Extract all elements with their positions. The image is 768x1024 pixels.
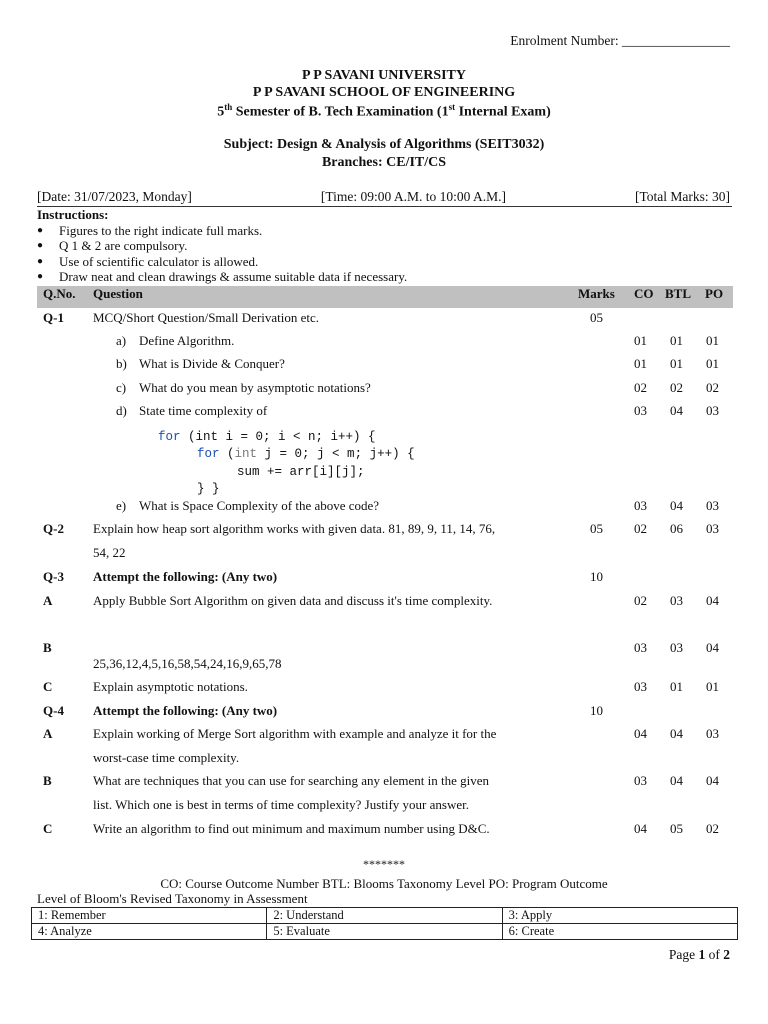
po-value: 01 — [706, 333, 719, 348]
co-value: 02 — [634, 380, 647, 395]
bloom-level: 1: Remember — [32, 908, 267, 924]
sub-question-label: B — [43, 640, 52, 655]
po-value: 02 — [706, 380, 719, 395]
code-line: for (int j = 0; j < m; j++) { — [197, 447, 415, 461]
btl-value: 01 — [670, 333, 683, 348]
col-po: PO — [705, 286, 724, 301]
co-value: 03 — [634, 773, 647, 788]
po-value: 03 — [706, 403, 719, 418]
table-row — [32, 908, 738, 924]
exam-meta — [37, 189, 730, 205]
sub-label: a) — [116, 333, 127, 348]
marks: 10 — [590, 703, 603, 718]
co-value: 04 — [634, 726, 647, 741]
sub-label: e) — [116, 498, 127, 513]
btl-value: 04 — [670, 498, 683, 513]
question-text: Explain asymptotic notations. — [93, 679, 248, 694]
table-row — [32, 924, 738, 940]
bloom-table — [31, 907, 738, 940]
question-text: State time complexity of — [139, 403, 268, 418]
enrolment-number: Enrolment Number: ________________ — [510, 33, 730, 48]
sub-question-label: C — [43, 679, 53, 694]
bloom-level: 2: Understand — [267, 908, 502, 924]
question-text: worst-case time complexity. — [93, 750, 240, 765]
question-text: 54, 22 — [93, 545, 126, 560]
bloom-level: 5: Evaluate — [267, 924, 502, 940]
marks: 10 — [590, 569, 603, 584]
subject: Subject: Design & Analysis of Algorithms (SEIT3032) — [223, 137, 545, 152]
sub-label: b) — [116, 356, 127, 371]
instruction-item: ● Draw neat and clean drawings & assume suitable data if necessary. — [37, 269, 407, 285]
question-text: What are techniques that you can use for searching any element in the given — [93, 773, 489, 788]
exam-title: 5th Semester of B. Tech Examination (1st Internal Exam) — [217, 102, 551, 120]
co-value: 04 — [634, 821, 647, 836]
question-number: Q-3 — [43, 569, 64, 584]
total-marks: [Total Marks: 30] — [634, 189, 730, 204]
marks: 05 — [590, 521, 603, 536]
po-value: 01 — [706, 679, 719, 694]
sub-question-label: A — [43, 593, 53, 608]
col-qno: Q.No. — [43, 286, 76, 301]
code-line: sum += arr[i][j]; — [237, 465, 365, 479]
page-number: Page 1 of 2 — [668, 947, 730, 962]
question-text: Explain working of Merge Sort algorithm with example and analyze it for the — [93, 726, 497, 741]
question-text: Apply Bubble Sort Algorithm on given data and discuss it's time complexity. — [93, 593, 493, 608]
question-text: What is Space Complexity of the above code? — [139, 498, 380, 513]
question-number: Q-4 — [43, 703, 64, 718]
instructions-title: Instructions: — [37, 207, 109, 222]
btl-value: 04 — [670, 726, 683, 741]
btl-value: 03 — [670, 593, 683, 608]
branches: Branches: CE/IT/CS — [321, 155, 447, 170]
code-line: for (int i = 0; i < n; i++) { — [158, 430, 376, 444]
sub-question-label: A — [43, 726, 53, 741]
code-line: } } — [197, 482, 220, 496]
bloom-level: 4: Analyze — [32, 924, 267, 940]
sub-question-label: C — [43, 821, 53, 836]
exam-date: [Date: 31/07/2023, Monday] — [37, 189, 192, 204]
exam-time: [Time: 09:00 A.M. to 10:00 A.M.] — [320, 189, 506, 204]
col-marks: Marks — [578, 286, 615, 301]
btl-value: 05 — [670, 821, 683, 836]
co-value: 01 — [634, 356, 647, 371]
instructions — [37, 207, 407, 285]
btl-value: 02 — [670, 380, 683, 395]
co-value: 01 — [634, 333, 647, 348]
question-number: Q-2 — [43, 521, 64, 536]
co-value: 03 — [634, 679, 647, 694]
po-value: 02 — [706, 821, 719, 836]
btl-value: 04 — [670, 403, 683, 418]
po-value: 04 — [706, 593, 719, 608]
question-text: 25,36,12,4,5,16,58,54,24,16,9,65,78 — [93, 656, 282, 671]
co-value: 03 — [634, 498, 647, 513]
end-marker: ******* — [363, 857, 405, 871]
bloom-title: Level of Bloom's Revised Taxonomy in Assessment — [37, 891, 308, 906]
question-text: What is Divide & Conquer? — [139, 356, 285, 371]
instruction-item: ● Use of scientific calculator is allowed. — [37, 254, 407, 270]
question-text: Write an algorithm to find out minimum and maximum number using D&C. — [93, 821, 490, 836]
po-value: 03 — [706, 521, 719, 536]
question-text: Explain how heap sort algorithm works with given data. 81, 89, 9, 11, 14, 76, — [93, 521, 496, 536]
bloom-level: 6: Create — [502, 924, 737, 940]
btl-value: 03 — [670, 640, 683, 655]
question-text: list. Which one is best in terms of time complexity? Justify your answer. — [93, 797, 469, 812]
question-text: MCQ/Short Question/Small Derivation etc. — [93, 310, 320, 325]
po-value: 03 — [706, 726, 719, 741]
school-name: P P SAVANI SCHOOL OF ENGINEERING — [252, 85, 516, 100]
question-text: Attempt the following: (Any two) — [93, 569, 278, 584]
question-text: What do you mean by asymptotic notations? — [139, 380, 371, 395]
question-text: Define Algorithm. — [139, 333, 235, 348]
sub-label: d) — [116, 403, 127, 418]
co-value: 02 — [634, 593, 647, 608]
sub-question-label: B — [43, 773, 52, 788]
instruction-item: ● Figures to the right indicate full marks. — [37, 223, 407, 239]
table-header — [37, 286, 733, 308]
btl-value: 01 — [670, 679, 683, 694]
university-name: P P SAVANI UNIVERSITY — [301, 68, 467, 83]
po-value: 03 — [706, 498, 719, 513]
question-number: Q-1 — [43, 310, 64, 325]
po-value: 04 — [706, 640, 719, 655]
co-value: 03 — [634, 640, 647, 655]
col-co: CO — [634, 286, 654, 301]
po-value: 01 — [706, 356, 719, 371]
co-value: 03 — [634, 403, 647, 418]
col-btl: BTL — [665, 286, 692, 301]
bloom-level: 3: Apply — [502, 908, 737, 924]
co-value: 02 — [634, 521, 647, 536]
btl-value: 04 — [670, 773, 683, 788]
po-value: 04 — [706, 773, 719, 788]
marks: 05 — [590, 310, 603, 325]
abbreviation-legend: CO: Course Outcome Number BTL: Blooms Taxonomy Level PO: Program Outcome — [160, 876, 608, 891]
btl-value: 06 — [670, 521, 683, 536]
sub-label: c) — [116, 380, 127, 395]
instruction-item: ● Q 1 & 2 are compulsory. — [37, 238, 407, 254]
question-text: Attempt the following: (Any two) — [93, 703, 278, 718]
btl-value: 01 — [670, 356, 683, 371]
col-question: Question — [93, 286, 143, 301]
